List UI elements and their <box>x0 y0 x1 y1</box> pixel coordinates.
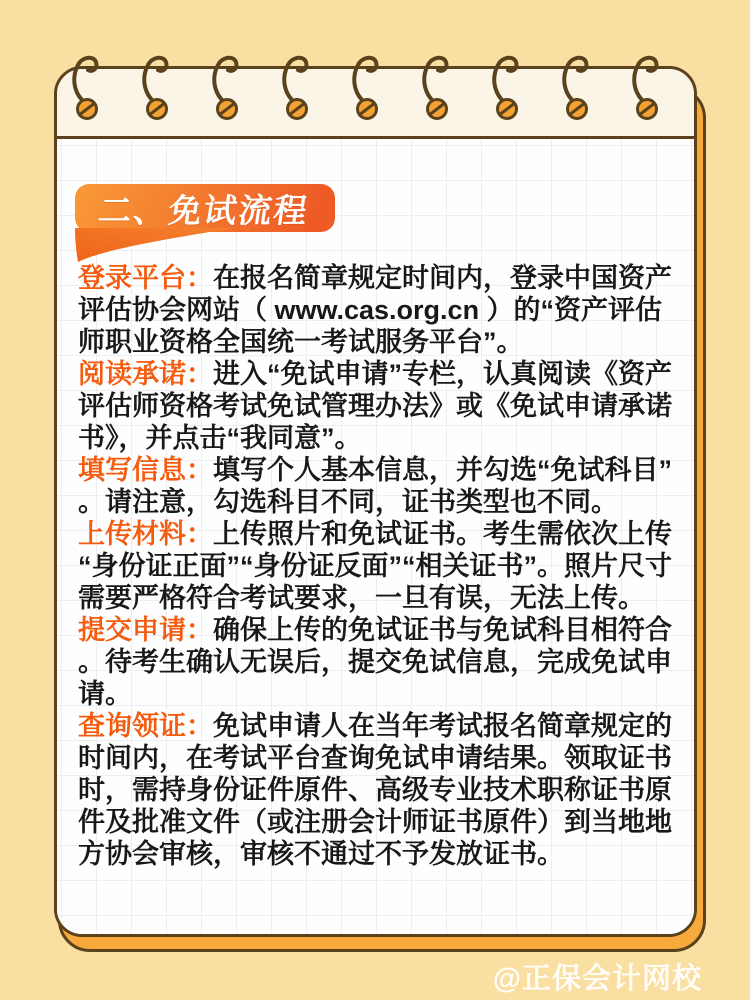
step-text: 填写个人基本信息，并勾选“免试科目”。请注意，勾选科目不同，证书类型也不同。 <box>78 455 672 517</box>
step-paragraph <box>78 710 676 870</box>
step-label: 阅读承诺： <box>78 359 213 389</box>
step-label: 填写信息： <box>78 455 213 485</box>
notepad-header <box>57 69 694 139</box>
step-paragraph <box>78 518 676 614</box>
step-paragraph <box>78 262 676 358</box>
step-paragraph <box>78 358 676 454</box>
step-label: 提交申请： <box>78 615 213 645</box>
step-text: 在报名简章规定时间内，登录中国资产评估协会网站（ www.cas.org.cn ）的“资产评估师职业资格全国统一考试服务平台”。 <box>78 263 672 357</box>
steps-list <box>78 262 676 870</box>
section-title: 二、免试流程 <box>96 191 312 229</box>
badge-tail <box>75 228 235 262</box>
step-text: 进入“免试申请”专栏，认真阅读《资产评估师资格考试免试管理办法》或《免试申请承诺书》，并点击“我同意”。 <box>78 359 672 453</box>
step-label: 上传材料： <box>78 519 213 549</box>
step-label: 查询领证： <box>78 711 213 741</box>
watermark: @正保会计网校 <box>492 963 702 995</box>
step-text: 确保上传的免试证书与免试科目相符合。待考生确认无误后，提交免试信息，完成免试申请。 <box>78 615 672 709</box>
step-label: 登录平台： <box>78 263 213 293</box>
step-paragraph <box>78 614 676 710</box>
step-text: 免试申请人在当年考试报名简章规定的时间内，在考试平台查询免试申请结果。领取证书时，需持身份证件原件、高级专业技术职称证书原件及批准文件（或注册会计师证书原件）到当地地方协会审核，审核不通过不予发放证书。 <box>78 711 672 869</box>
step-text: 上传照片和免试证书。考生需依次上传“身份证正面”“身份证反面”“相关证书”。照片尺寸需要严格符合考试要求，一旦有误，无法上传。 <box>78 519 672 613</box>
step-paragraph <box>78 454 676 518</box>
section-title-badge <box>75 184 335 232</box>
